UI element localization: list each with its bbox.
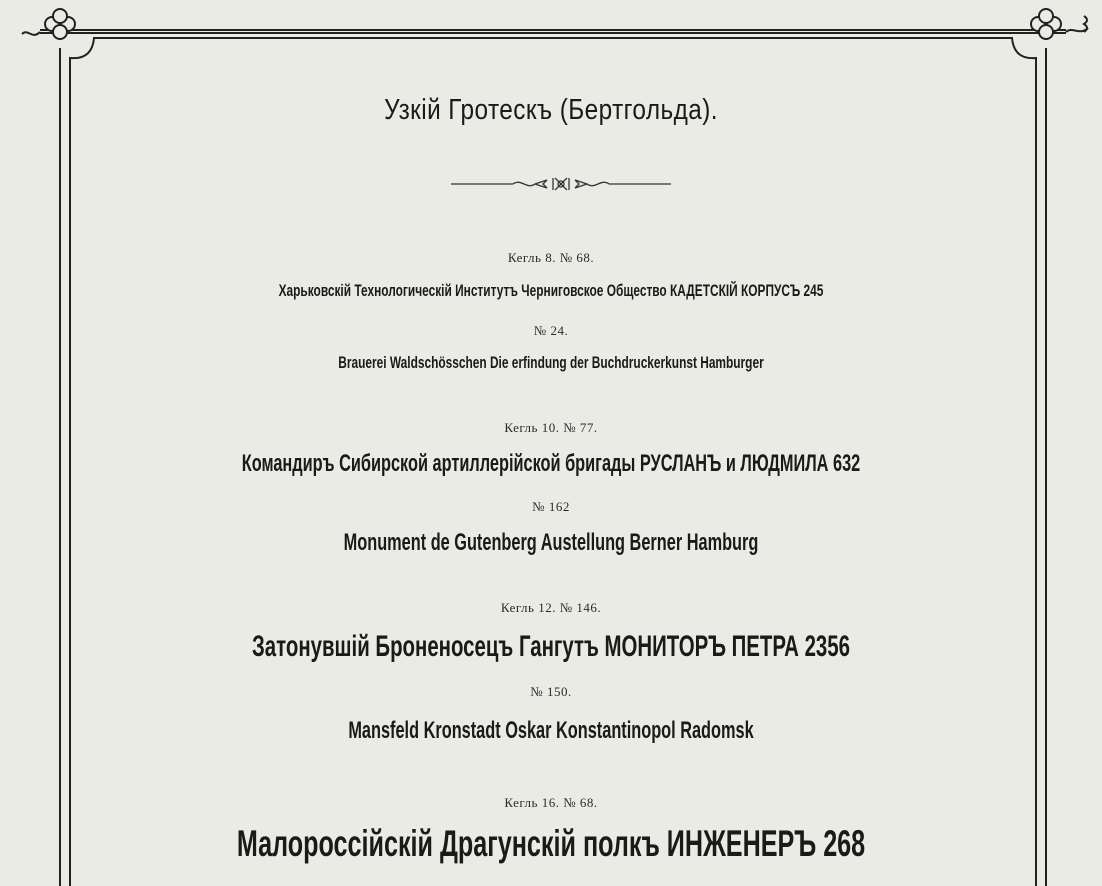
corner-rosette-icon [45,9,1061,39]
specimen-line-russian: Затонувшій Броненосецъ Гангутъ МОНИТОРЪ ПЕТРА 2356 [252,630,850,663]
vignette-ornament-icon [451,172,671,196]
specimen-caption: Кегль 16. № 68. [504,795,598,810]
specimen-caption: Кегль 8. № 68. [507,250,595,265]
page-title: Узкій Гротескъ (Бертгольда). [384,94,718,126]
specimen-line-latin: Mansfeld Kronstadt Oskar Konstantinopol Radomsk [348,717,754,744]
specimen-line-russian: Малороссійскій Драгунскій полкъ ИНЖЕНЕРЪ 268 [236,823,866,864]
specimen-number: № 150. [530,684,572,699]
specimen-number: № 162 [532,499,570,514]
specimen-line-latin: Monument de Gutenberg Austellung Berner Hamburg [343,529,759,556]
specimen-caption: Кегль 10. № 77. [504,420,598,435]
specimen-line-russian: Харьковскій Технологическій Институтъ Черниговское Общество КАДЕТСКІЙ КОРПУСЪ 245 [278,281,824,300]
specimen-line-latin: Brauerei Waldschösschen Die erfindung der Buchdruckerkunst Hamburger [338,353,764,372]
specimen-caption: Кегль 12. № 146. [500,600,602,615]
specimen-number: № 24. [533,323,569,338]
specimen-line-russian: Командиръ Сибирской артиллерійской бригады РУСЛАНЪ и ЛЮДМИЛА 632 [241,450,861,477]
